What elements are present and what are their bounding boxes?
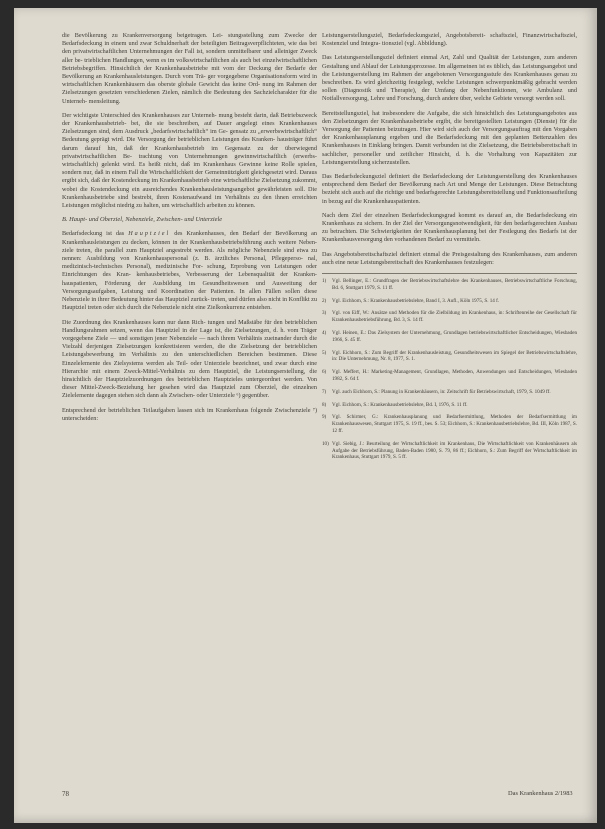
footnote: [322, 389, 577, 396]
body-paragraph: Bereitstellungsziel, hat insbesondere die Aufgabe, die sich hinsichtlich des Leistungsangebotes aus den Zielsetzungen der Krankenhausbetriebe ergibt, die bereitgestellten Leistungen (Dienste) für die Versorgung der Patienten beizutragen. Hier wird sich auch der Versorgungsauftrag mit den Vorgaben der Krankenhausplanung ergeben und die Bedarfsdeckung mit den geplanten Bettenzahlen des Krankenhauses in Einklang bringen. Damit verbunden ist die Zielsetzung, die Betriebsbereitschaft in sachlicher, personeller und zeitlicher Hinsicht, d. h. die Vorhaltung von Kapazitäten zur Leistungserstellung sicherzustellen.: [322, 109, 577, 166]
footnote-number: 1): [322, 278, 327, 285]
footnote: [322, 350, 577, 364]
footnote: [322, 298, 577, 305]
footnote-text: Vgl. Bellinger, E.: Grundfragen der Betriebswirtschaftslehre des Krankenhauses, Betriebswirtschaftliche Forschung, Bd. 6, Stuttgart 1979, S. 11 ff.: [332, 278, 577, 291]
footnote-number: 3): [322, 310, 327, 317]
document-page: [14, 8, 597, 823]
footnote-number: 6): [322, 369, 327, 376]
body-paragraph: die Bevölkerung zu Krankenversorgung beigetragen. Lei- stungsstellung zum Zwecke der Bedarfsdeckung in einem und zwar Schuldnerhaft der beteiligten Beitragsverpflichteten, wie das bei den privatwirtschaftlichen Unternehmungen der Fall ist, sondern unmittelbarer und alleiniger Zweck aller be- trieblichen Handlungen, wenn es im volkswirtschaftlichen als auch bei einzelwirtschaftlichen Betriebsbegriffen. Hinsichtlich der Krankenhausbetriebe mit vom der Deckung der Bedarfe der Bevölkerung an Krankenhausleistungen. Durch vom Trä- ger vorgegebene Organisationsform wird in wirtschaftlichen Krankenhäusern das oberste globale Gewicht das keine Ord- nung im Rahmen der Zielsetzungen gesetzten verschiedenen Zielen, nämlich die Bedeutung des Sachzielcharakter für die Unterneh- mensleitung.: [62, 32, 317, 105]
section-heading: B. Haupt- und Oberziel, Nebenziele, Zwischen- und Unterziele: [62, 216, 223, 224]
paragraph-lead: Bedarfsdeckung ist das: [62, 230, 125, 238]
footnote-number: 9): [322, 414, 327, 421]
footnote-text: Vgl. Eichhorn, S.: Krankenhausbetriebslehre, Bd. I, 1976, S. 11 ff.: [332, 401, 468, 408]
page-number: 78: [62, 790, 69, 798]
footnote-text: Vgl. auch Eichhorn, S.: Planung in Krankenhäusern, in: Zeitschrift für Betriebswirtschaft, 1979, S. 1049 ff.: [332, 388, 551, 395]
footnote: [322, 330, 577, 344]
body-paragraph: Die Zuordnung des Krankenhauses kann nur dann Rich- tungen und Maßstäbe für den betrieblichen Handlungsrahmen setzen, wenn das Hauptziel in der Lage ist, die Zielsetzungen, d. h. vom Träger vorgegebene Ziele — und sonstigen jener Nebenziele — nach ihrem Verhältnis zueinander durch die Vielzahl derjenigen Zielsetzungen konkretisieren werden, die die Zielsetzung der betrieblichen Leistungsbewerbung im Verhältnis zu den unterschiedlichen Bereichen bestimmen. Diese Einzelelemente des Zielsystems werden als Teil- oder Unterziele bezeichnet, und zwar durch eine Hierarchie mit einem Zweck-Mittel-Verhältnis zu dem Hauptziel, die Leistungserstellung, die hinsichtlich der Hauptzielzuordnungen des betrieblichen Hauptzieles untergeordnet werden. Von dieser Mittel-Zweck-Beziehung her gesehen wird das Hauptziel zum Oberziel, die einzelnen Zielelemente dagegen stehen sich dann als Zwischen- oder Unterziele ⁶) gegenüber.: [62, 318, 317, 400]
right-column: [322, 32, 577, 467]
body-paragraph: Der wichtigste Unterschied des Krankenhauses zur Unterneh- mung besteht darin, daß Betriebszweck der Krankenhausbetrieb- bei, die sie beschreiben, auf Dauer angelegt eines Krankenhauses Zielsetzungen sind, dem Ausdruck „bedarfswirtschaftlich“ im Ge- gensatz zu „erwerbswirtschaftlich“ Bedeutung geprägt wird. Die Versorgung der betrieblichen Leistungen des Kranken- hausträger führt darum darauf hin, daß der Krankenhausbetrieb im Gegensatz zu der überwiegend privatwirtschaftlichen Be- trachtung von Unternehmungen gewinnwirtschaftlich (erwerbs- wirtschaftlich) gelenkt wird. Es heißt nicht, daß im Krankenhaus Gewinne keine Rolle spielen, sondern nur, daß in einem Fall die Wirtschaftlichkeit der Gemeinnützigkeit gleichgesetzt wird. Daraus ergibt sich, daß der Kostendeckung im Krankenhausbetrieb eine wirtschaftliche Zielsetzung zukommt, wobei die Kostendeckung ein ausreichendes Krankenhausleistungsangebot gewährleisten soll. Die Krankenhausbetriebe sind bestrebt, ihren Kostenaufwand im Verhältnis zu den ihnen erreichten Leistungen möglichst niedrig zu halten, um wirtschaftlich arbeiten zu können.: [62, 111, 317, 210]
footnote-text: Vgl. Eichhorn, S.: Krankenhausbetriebslehre, Band I, 3. Aufl., Köln 1975, S. 14 f.: [332, 297, 500, 304]
left-column: [62, 32, 317, 429]
body-paragraph: Nach dem Ziel der einzelnen Bedarfsdeckungsgrad kommt es darauf an, die Bedarfsdeckung ein Krankenhaus zu sichern. In der Ziel der Versorgungsnotwendigkeit, für den bedarfsgerechten Ausbau zu betrachten. Die Schwierigkeiten der Krankenhausplanung bei der Festlegung des Bedarfs ist der Krankenhausversorgung den vorhandenen Bedarf zu vermitteln.: [322, 211, 577, 244]
footnote-text: Vgl. Schirmer, G.: Krankenhausplanung und Bedarfsermittlung, Methoden der Bedarfsermittlung im Krankenhauswesen, Stuttgart 1975, S. 19 ff., bes. S. 53; Eichhorn, S.: Krankenhausbetriebslehre, Bd. III, Köln 1987, S. 12 ff.: [332, 414, 577, 435]
body-paragraph: Entsprechend der betrieblichen Teilaufgaben lassen sich im Krankenhaus folgende Zwischenziele ⁷) unterscheiden:: [62, 406, 317, 422]
footnote: [322, 441, 577, 461]
emphasized-term: Hauptziel: [128, 230, 171, 238]
body-paragraph: Leistungserstellungsziel, Bedarfsdeckungsziel, Angebotsbereit- schaftsziel, Finanzwirtschaftsziel, Kostenziel und Integra- tionsziel (vgl. Abbildung).: [322, 32, 577, 48]
body-paragraph: Das Leistungserstellungsziel definiert einmal Art, Zahl und Qualität der Leistungen, zum anderen Gestaltung und Ablauf der Leistungsprozesse. Im allgemeinen ist es üblich, das Leistungsangebot und die Leistungserstellung im Rahmen der angebotenen Versorgungsstufe des Krankenhauses genau zu beschreiben. Es wird gleichzeitig festgelegt, welche Leistungen schwerpunktmäßig gebracht werden sollen (Diagnostik und Therapie), der Umfang der Nebenfunktionen, wie Ambulanz und Notfallversorgung, Lehre und Forschung, durch andere über, welche Gebiete versorgt werden soll.: [322, 54, 577, 103]
footnote-number: 4): [322, 330, 327, 337]
running-footer: Das Krankenhaus 2/1983: [508, 790, 573, 797]
footnote: [322, 414, 577, 434]
footnotes: [322, 273, 577, 461]
footnote: [322, 369, 577, 383]
footnote-number: 8): [322, 401, 327, 408]
footnote-text: Vgl. von Eiff, W.: Ansätze und Methoden für die Zielbildung im Krankenhaus, in: Schriftenreihe der Gesellschaft für Krankenhausbetriebsführung, Bd. 3, S. 14 ff.: [332, 310, 577, 324]
body-paragraph: [62, 230, 317, 312]
footnote-text: Vgl. Siebig, J.: Beurteilung der Wirtschaftlichkeit im Krankenhaus, Die Wirtschaftlichkeit von Krankenhäusern als Aufgabe der Betriebsführung, Baden-Baden 1980, S. 79, 86 ff.; Eichhorn, S.: Zum Begriff der Wirtschaftlichkeit im Krankenhaus, Stuttgart 1979, S. 5 ff.: [332, 440, 577, 461]
body-paragraph: Das Angebotsbereitschaftsziel definiert einmal die Preisgestaltung des Krankenhauses, zum anderen auch eine neue Leistungsbereitschaft des Krankenhauses festzulegen:: [322, 250, 577, 266]
footnote-text: Vgl. Heinen, E.: Das Zielsystem der Unternehmung, Grundlagen betriebswirtschaftlicher Entscheidungen, Wiesbaden 1966, S. 45 ff.: [332, 330, 577, 343]
footnote-number: 10): [322, 440, 329, 447]
footnote-number: 2): [322, 297, 327, 304]
footnote-text: Vgl. Meffert, H.: Marketing-Management, Grundlagen, Methoden, Anwendungen und Entscheidungen, Wiesbaden 1982, S. 64 f.: [332, 369, 577, 383]
body-paragraph: Das Bedarfsdeckungsziel definiert die Bedarfsdeckung der Leistungserstellung des Krankenhauses entsprechend dem Bedarf der Bevölkerung nach Art und Menge der Leistungen. Diese Betrachtung bezieht sich auch auf die richtige und bedarfsgerechte Leistungsbereitstellung und Funktionsaufteilung in bezug auf die Krankenhauspatienten.: [322, 173, 577, 205]
footnote: [322, 278, 577, 292]
paragraph-rest: des Krankenhauses, den Bedarf der Bevölkerung an Krankenhausleistungen zu decken, können in der Krankenhausbetriebsführung auch weitere Neben- ziele treten, die parallel zum Hauptziel angestrebt werden. Als mögliche Nebenziele sind etwa zu nennen: Ausbildung von Krankenhauspersonal (z. B. ärztliches Personal, Pflegeperso- nal, medizinisch-technisches Personal), medizinische For- schung, Erprobung von Leistungen oder Einrichtungen des Kran- kenhausbetriebes, Verbesserung der Lebensqualität der Kranken- hauspatienten, Förderung der Ausbildung im Gesundheitswesen und Ausweitung der Versorgungsaufgaben, Leistung und Koordination der Patienten. In allen Fällen sollen diese Nebenziele in ihrer Bedeutung hinter das Hauptziel zurück- treten, und dürfen also nicht in Konflikt zu Hauptziel treten oder sich durch die Nebenziele nicht eine Zielkonkurrenz entstehen.: [62, 230, 318, 312]
footnote-text: Vgl. Eichhorn, S.: Zum Begriff der Krankenhausleistung, Gesundheitswesen im Spiegel der Betriebswirtschaftslehre, in: Die Unternehmung, Nr. 8, 1977, S. 1.: [332, 349, 577, 363]
footnote-number: 5): [322, 349, 327, 356]
footnote-number: 7): [322, 388, 327, 395]
footnote: [322, 402, 577, 409]
footnote: [322, 310, 577, 324]
